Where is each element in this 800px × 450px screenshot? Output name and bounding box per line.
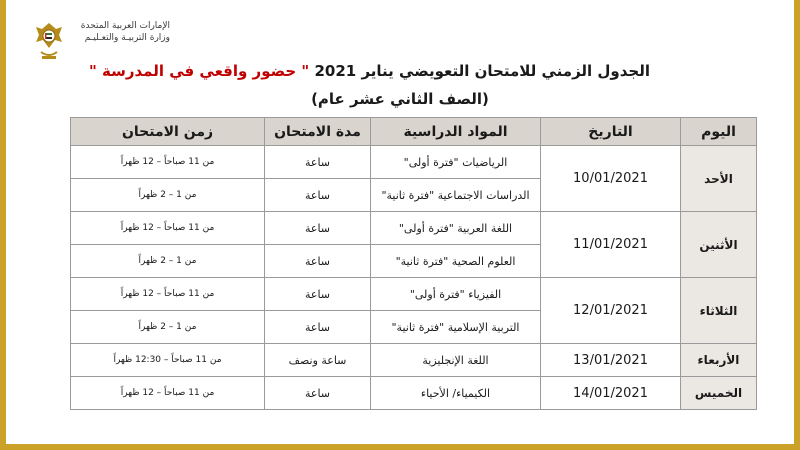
ministry-line-country: الإمارات العربية المتحدة bbox=[80, 21, 170, 31]
subject-cell: الكيمياء/ الأحياء bbox=[371, 377, 541, 410]
duration-cell: ساعة ونصف bbox=[265, 344, 371, 377]
day-cell: الأحد bbox=[681, 146, 757, 212]
table-header-row bbox=[71, 118, 757, 146]
day-cell: الثلاثاء bbox=[681, 278, 757, 344]
date-cell: 10/01/2021 bbox=[541, 146, 681, 212]
duration-cell: ساعة bbox=[265, 278, 371, 311]
duration-cell: ساعة bbox=[265, 179, 371, 212]
time-cell: من 1 – 2 ظهراً bbox=[71, 179, 265, 212]
date-cell: 14/01/2021 bbox=[541, 377, 681, 410]
table-row bbox=[71, 344, 757, 377]
time-cell: من 11 صباحاً – 12 ظهراً bbox=[71, 212, 265, 245]
time-cell: من 1 – 2 ظهراً bbox=[71, 311, 265, 344]
header-subject: المواد الدراسية bbox=[371, 118, 541, 146]
header-duration: مدة الامتحان bbox=[265, 118, 371, 146]
time-cell: من 11 صباحاً – 12 ظهراً bbox=[71, 146, 265, 179]
bottom-gold-border bbox=[0, 444, 800, 450]
uae-emblem-icon bbox=[34, 20, 64, 64]
exam-schedule-table bbox=[70, 117, 757, 410]
day-cell: الأربعاء bbox=[681, 344, 757, 377]
subject-cell: العلوم الصحية "فترة ثانية" bbox=[371, 245, 541, 278]
subject-cell: الفيزياء "فترة أولى" bbox=[371, 278, 541, 311]
time-cell: من 11 صباحاً – 12 ظهراً bbox=[71, 377, 265, 410]
date-cell: 12/01/2021 bbox=[541, 278, 681, 344]
duration-cell: ساعة bbox=[265, 245, 371, 278]
table-row bbox=[71, 146, 757, 179]
table-row bbox=[71, 278, 757, 311]
header-date: التاريخ bbox=[541, 118, 681, 146]
day-cell: الأثنين bbox=[681, 212, 757, 278]
title-main: الجدول الزمني للامتحان التعويضي يناير 2021 bbox=[309, 62, 650, 80]
duration-cell: ساعة bbox=[265, 311, 371, 344]
table-row bbox=[71, 377, 757, 410]
time-cell: من 11 صباحاً – 12 ظهراً bbox=[71, 278, 265, 311]
ministry-line-ministry: وزارة التربيـة والتعـليـم bbox=[84, 33, 170, 43]
time-cell: من 11 صباحاً – 12:30 ظهراً bbox=[71, 344, 265, 377]
subject-cell: اللغة الإنجليزية bbox=[371, 344, 541, 377]
duration-cell: ساعة bbox=[265, 146, 371, 179]
duration-cell: ساعة bbox=[265, 212, 371, 245]
time-cell: من 1 – 2 ظهراً bbox=[71, 245, 265, 278]
right-gold-border bbox=[794, 0, 800, 450]
subject-cell: التربية الإسلامية "فترة ثانية" bbox=[371, 311, 541, 344]
date-cell: 11/01/2021 bbox=[541, 212, 681, 278]
subject-cell: اللغة العربية "فترة أولى" bbox=[371, 212, 541, 245]
page-title bbox=[88, 62, 650, 80]
date-cell: 13/01/2021 bbox=[541, 344, 681, 377]
duration-cell: ساعة bbox=[265, 377, 371, 410]
header-day: اليوم bbox=[681, 118, 757, 146]
title-highlight: " حضور واقعي في المدرسة " bbox=[88, 62, 310, 80]
day-cell: الخميس bbox=[681, 377, 757, 410]
subject-cell: الدراسات الاجتماعية "فترة ثانية" bbox=[371, 179, 541, 212]
ministry-name bbox=[70, 20, 170, 44]
left-gold-border bbox=[0, 0, 6, 450]
header-time: زمن الامتحان bbox=[71, 118, 265, 146]
page-subtitle: (الصف الثاني عشر عام) bbox=[311, 90, 489, 108]
table-row bbox=[71, 212, 757, 245]
subject-cell: الرياضيات "فترة أولى" bbox=[371, 146, 541, 179]
